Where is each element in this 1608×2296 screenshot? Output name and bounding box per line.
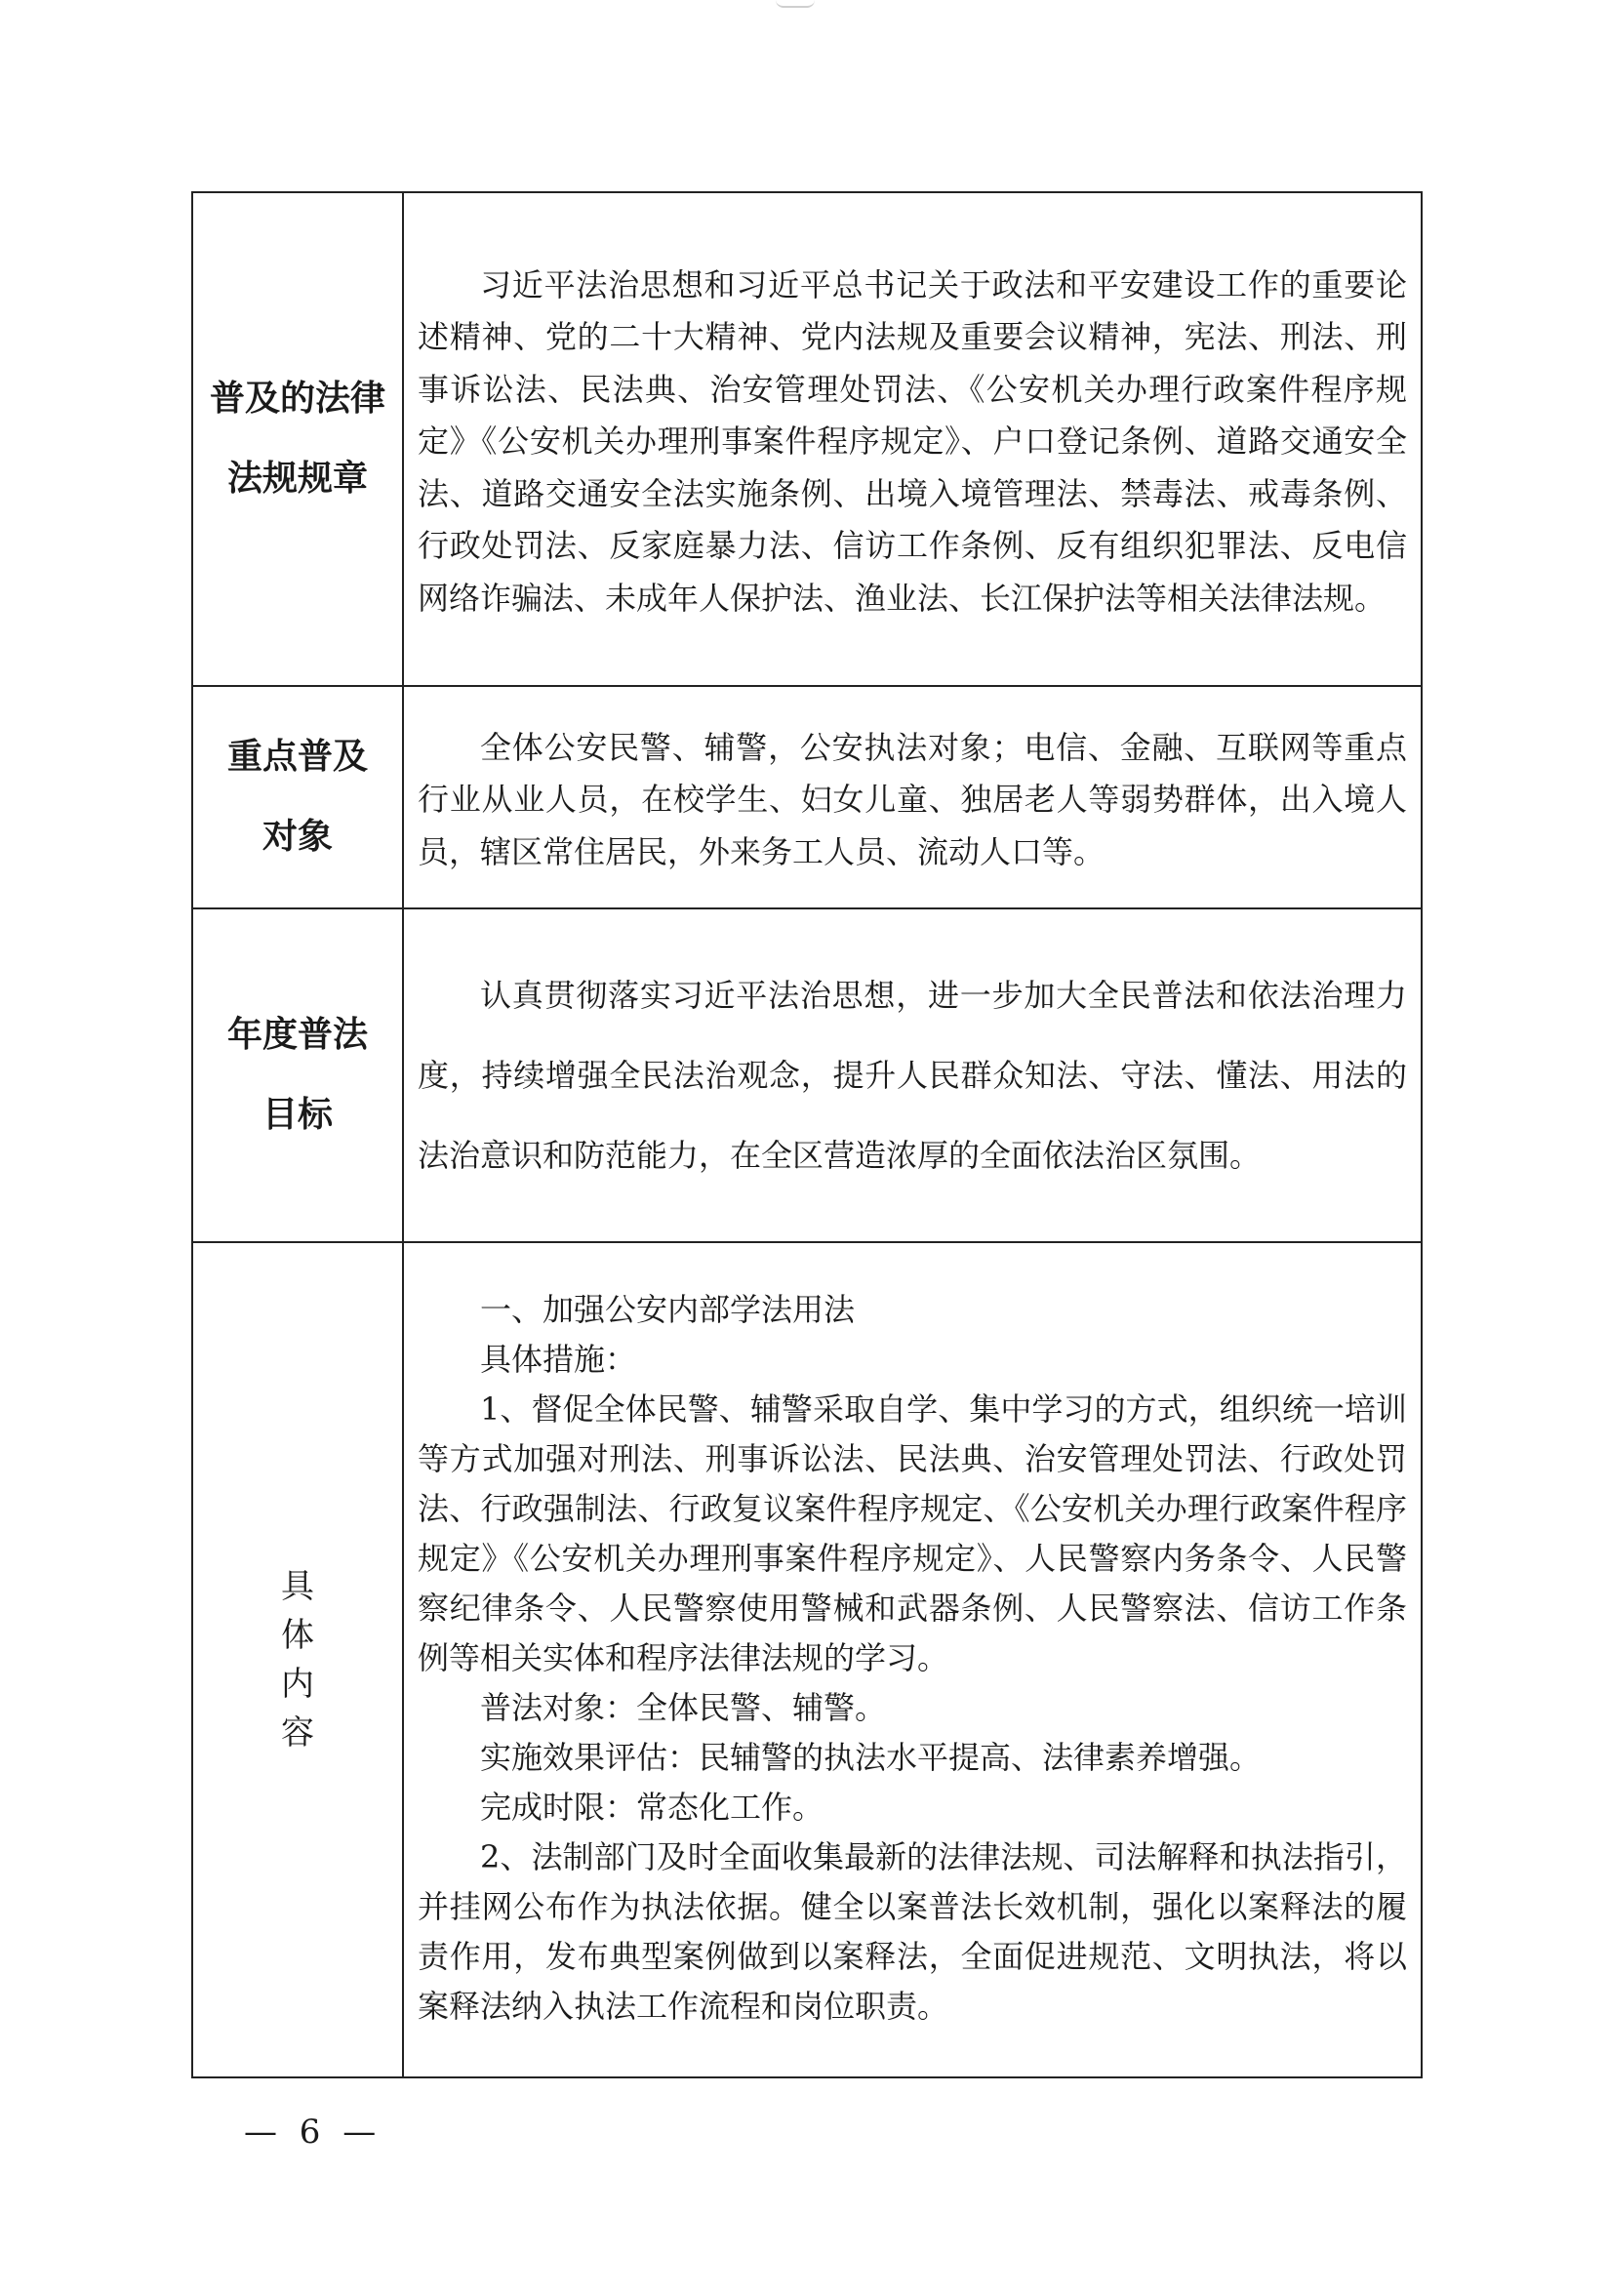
content-details	[403, 1242, 1422, 2077]
label-targets-line2: 对象	[261, 817, 333, 857]
content-laws	[403, 192, 1422, 686]
label-targets-line1: 重点普及	[226, 737, 368, 777]
page-number: — 6 —	[244, 2113, 382, 2152]
row-goal	[192, 908, 1422, 1242]
label-laws-line1: 普及的法律	[209, 379, 385, 419]
row-details	[192, 1242, 1422, 2077]
row-laws	[192, 192, 1422, 686]
detail-measures-label: 具体措施：	[480, 1340, 637, 1378]
label-targets	[192, 686, 403, 908]
label-goal-line1: 年度普法	[226, 1015, 368, 1055]
label-details	[192, 1242, 403, 2077]
label-details-char: 容	[281, 1713, 314, 1752]
label-details-char: 具	[281, 1567, 314, 1606]
label-details-char: 体	[281, 1616, 314, 1655]
detail-evaluation: 实施效果评估：民辅警的执法水平提高、法律素养增强。	[480, 1738, 1262, 1776]
detail-item-2: 2、法制部门及时全面收集最新的法律法规、司法解释和执法指引，并挂网公布作为执法依据。健全以案普法长效机制，强化以案释法的履责作用，发布典型案例做到以案释法，全面促进规范、文明执法，将以案释法纳入执法工作流程和岗位职责。	[418, 1837, 1407, 2025]
targets-text: 全体公安民警、辅警，公安执法对象；电信、金融、互联网等重点行业从业人员，在校学生、妇女儿童、独居老人等弱势群体，出入境人员，辖区常住居民，外来务工人员、流动人口等。	[418, 728, 1407, 870]
content-targets	[403, 686, 1422, 908]
scan-mark	[776, 0, 815, 8]
plan-table	[191, 191, 1423, 2078]
content-goal	[403, 908, 1422, 1242]
laws-text: 习近平法治思想和习近平总书记关于政法和平安建设工作的重要论述精神、党的二十大精神、党内法规及重要会议精神，宪法、刑法、刑事诉讼法、民法典、治安管理处罚法、《公安机关办理行政案件程序规定》《公安机关办理刑事案件程序规定》、户口登记条例、道路交通安全法、道路交通安全法实施条例、出境入境管理法、禁毒法、戒毒条例、行政处罚法、反家庭暴力法、信访工作条例、反有组织犯罪法、反电信网络诈骗法、未成年人保护法、渔业法、长江保护法等相关法律法规。	[418, 265, 1407, 617]
detail-deadline: 完成时限：常态化工作。	[480, 1788, 824, 1826]
detail-item-1: 1、督促全体民警、辅警采取自学、集中学习的方式，组织统一培训等方式加强对刑法、刑事诉讼法、民法典、治安管理处罚法、行政处罚法、行政强制法、行政复议案件程序规定、《公安机关办理行政案件程序规定》《公安机关办理刑事案件程序规定》、人民警察内务条令、人民警察纪律条令、人民警察使用警械和武器条例、人民警察法、信访工作条例等相关实体和程序法律法规的学习。	[418, 1390, 1407, 1676]
detail-audience: 普法对象：全体民警、辅警。	[480, 1688, 887, 1726]
goal-text: 认真贯彻落实习近平法治思想，进一步加大全民普法和依法治理力度，持续增强全民法治观念，提升人民群众知法、守法、懂法、用法的法治意识和防范能力，在全区营造浓厚的全面依法治区氛围。	[418, 977, 1407, 1174]
label-details-char: 内	[281, 1665, 314, 1704]
label-goal-line2: 目标	[261, 1095, 333, 1135]
label-laws-line2: 法规规章	[226, 459, 368, 499]
label-goal	[192, 908, 403, 1242]
label-laws	[192, 192, 403, 686]
detail-heading: 一、加强公安内部学法用法	[480, 1290, 856, 1328]
row-targets	[192, 686, 1422, 908]
